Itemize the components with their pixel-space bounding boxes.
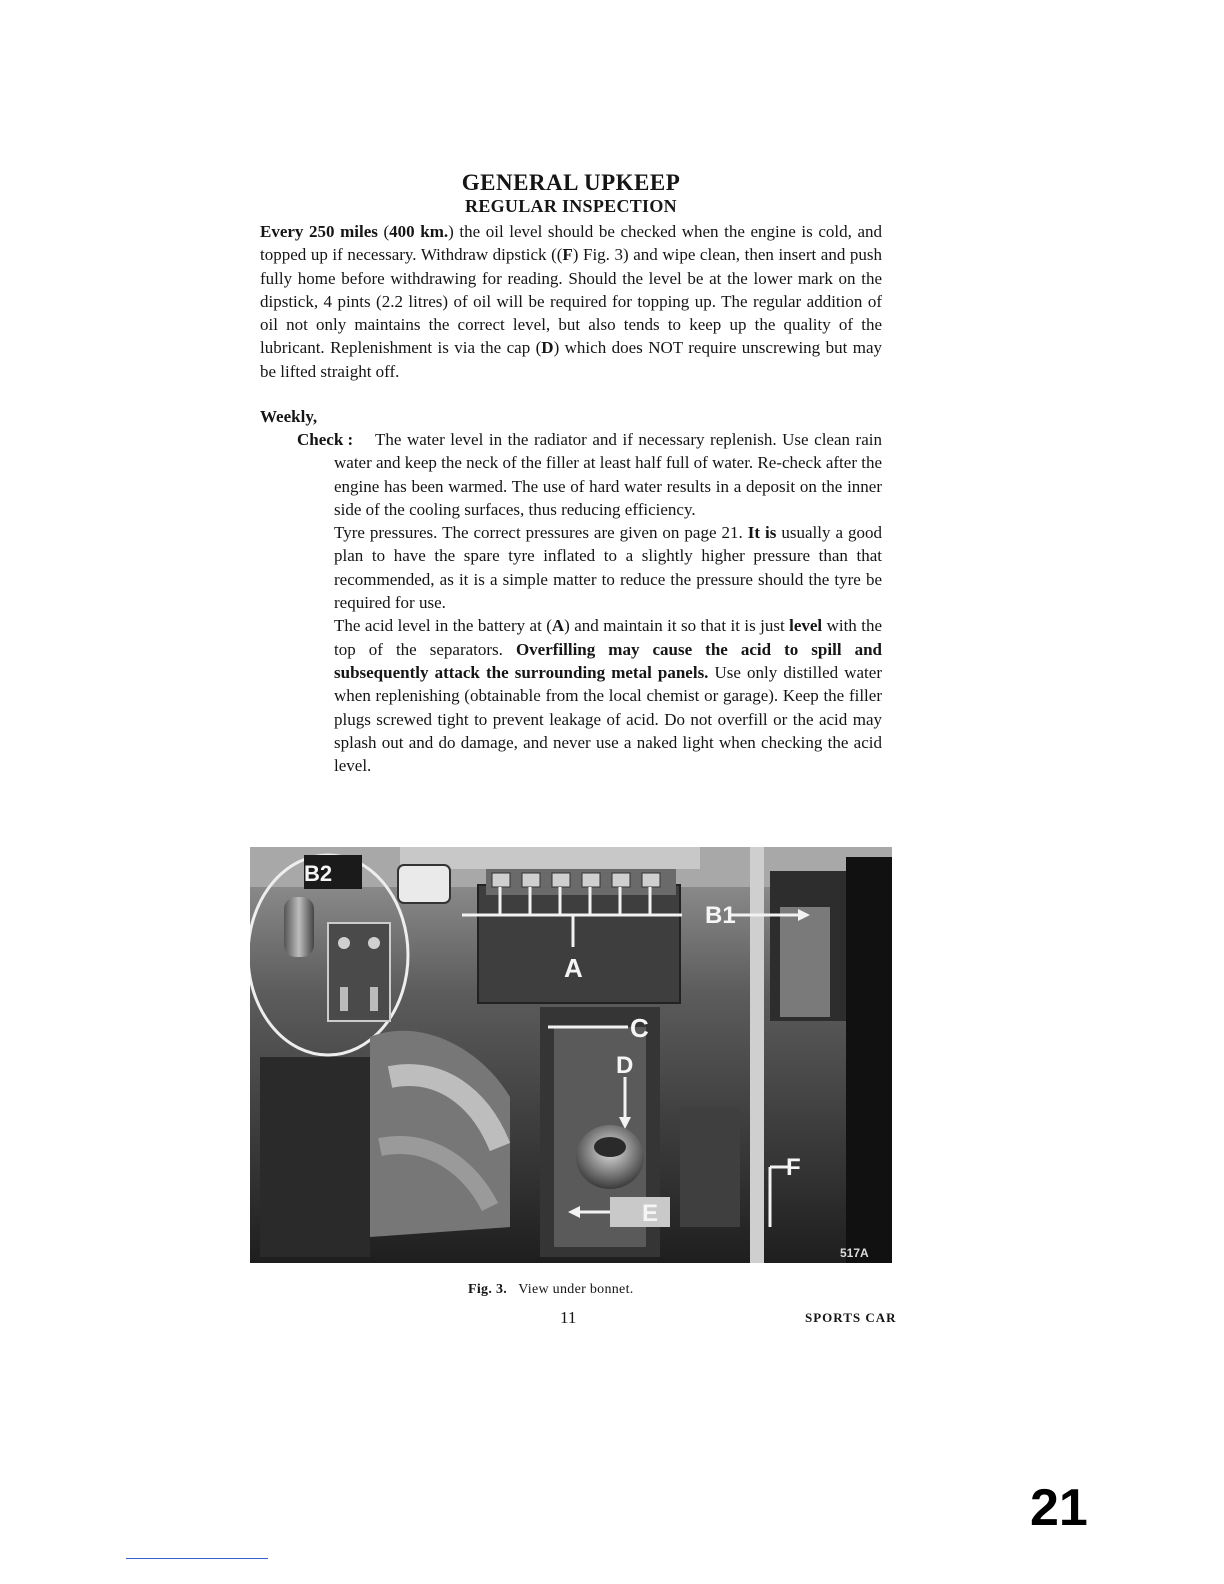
overfill-warning: Overfilling may cause the acid to spill and subsequently attack the surrounding metal panels. (334, 639, 882, 682)
section-subtitle: REGULAR INSPECTION (465, 196, 677, 216)
label-c: C (630, 1013, 649, 1043)
page-title: GENERAL UPKEEP (461, 170, 681, 195)
paren-open: ( (377, 222, 390, 241)
label-e: E (642, 1200, 659, 1227)
ref-d: D (541, 338, 554, 358)
tyre-pressure-item (334, 521, 882, 614)
ref-f: F (562, 245, 573, 265)
label-b2: B2 (304, 861, 333, 886)
tyre-text: Tyre pressures. The correct pressures are given on page 21. (334, 523, 743, 543)
caption-fig-number: Fig. 3. (468, 1282, 508, 1297)
weekly-heading: Weekly, (260, 407, 318, 426)
caption-text: View under bonnet. (518, 1282, 634, 1297)
acid-level-bold: level (789, 616, 823, 636)
acid-text-3: with the top of the separators. (334, 616, 883, 659)
mileage-interval: Every 250 miles (260, 222, 378, 241)
figure-caption (468, 1282, 634, 1298)
water-level-item: The water level in the radiator and if necessary replenish. Use clean rain water and keep the neck of the filler at least half full of water. Re-check after the engine has been warmed. The use of hard water results in a deposit on the inner side of the cooling surfaces, thus reducing efficiency. (334, 430, 882, 519)
acid-text-4: Use only distilled water when replenishing (obtainable from the local chemist or garage). Keep the filler plugs screwed tight to prevent leakage of acid. Do not overfill or the acid may splash out and do damage, and never use a naked light when checking the acid level. (334, 662, 882, 776)
label-d: D (616, 1052, 634, 1079)
oil-level-paragraph (260, 220, 882, 383)
check-label: Check : (297, 430, 354, 449)
label-f: F (786, 1154, 801, 1181)
footnote-link-line (126, 1558, 268, 1559)
acid-text-2: ) and maintain it so that it is just (564, 616, 790, 636)
engine-bay-photo (250, 847, 892, 1263)
oil-text-3: ) which does NOT require unscrewing but may be lifted straight off. (260, 338, 882, 381)
ref-a: A (551, 616, 565, 636)
km-interval: 400 km. (389, 222, 449, 241)
label-a: A (564, 953, 583, 983)
tyre-bold: It is (747, 523, 777, 543)
oil-text-1: ) the oil level should be checked when the engine is cold, and topped up if necessary. Withdraw dipstick (( (260, 222, 883, 265)
battery-acid-item (334, 614, 882, 777)
acid-text-1: The acid level in the battery at ( (334, 616, 552, 636)
tyre-text-2: usually a good plan to have the spare tyre inflated to a slightly higher pressure than that recommended, as it is a simple matter to reduce the pressure should the tyre be required for use. (334, 523, 883, 613)
check-list (334, 428, 882, 777)
label-b1: B1 (705, 902, 736, 929)
model-label: SPORTS CAR (805, 1310, 897, 1325)
oil-text-2: ) Fig. 3) and wipe clean, then insert and push fully home before withdrawing for reading. Should the level be at the lower mark on the dipstick, 4 pints (2.2 litres) of oil will be required for topping up. The regular addition of oil not only maintains the correct level, but also tends to keep up the quality of the lubricant. Replenishment is via the cap ( (260, 245, 882, 358)
page-number: 11 (560, 1308, 577, 1327)
photo-code: 517A (840, 1246, 869, 1260)
sheet-number: 21 (1030, 1479, 1088, 1537)
